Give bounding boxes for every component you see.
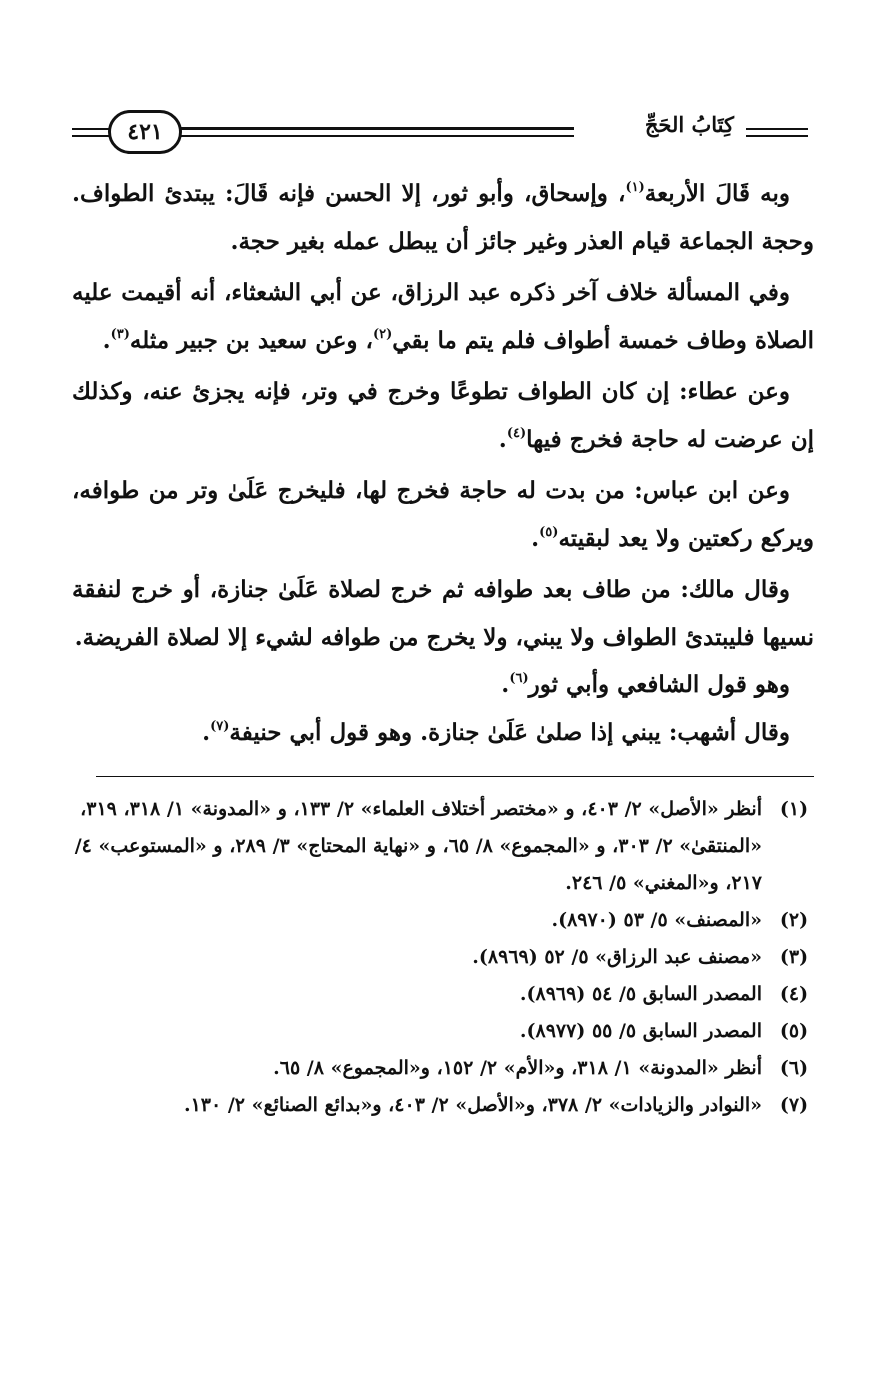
text: وعن ابن عباس: من بدت له حاجة فخرج لها، فليخرج عَلَىٰ وتر من طوافه، ويركع ركعتين ولا يعد لبقيته: [72, 477, 814, 552]
text: وبه قَالَ الأربعة: [644, 180, 791, 207]
footnote-text: أنظر «الأصل» ٢/ ٤٠٣، و «مختصر أختلاف العلماء» ٢/ ١٣٣، و «المدونة» ١/ ٣١٨، ٣١٩، «المنتقىٰ» ٢/ ٣٠٣، و «المجموع» ٨/ ٦٥، و «نهاية المحتاج» ٣/ ٢٨٩، و «المستوعب» ٤/ ٢١٧، و«المغني» ٥/ ٢٤٦.: [74, 798, 762, 894]
book-page: [72, 100, 814, 1124]
text: وقال مالك: من طاف بعد طوافه ثم خرج لصلاة عَلَىٰ جنازة، أو خرج لنفقة نسيها فليبتدئ الطواف ولا يبني، ولا يخرج من طوافه لشيء إلا لصلاة الفريضة.: [72, 576, 814, 651]
header-rule: [746, 128, 808, 130]
footnote-item: [72, 1087, 814, 1124]
page-header: [72, 100, 814, 164]
text: وقال أشهب: يبني إذا صلىٰ عَلَىٰ جنازة. وهو قول أبي حنيفة: [229, 718, 790, 746]
footnotes: [72, 791, 814, 1124]
footnote-number: (٧): [779, 1094, 809, 1116]
footnote-number: (٣): [779, 946, 809, 968]
footnote-number: (٢): [779, 909, 809, 931]
footnote-text: «النوادر والزيادات» ٢/ ٣٧٨، و«الأصل» ٢/ ٤٠٣، و«بدائع الصنائع» ٢/ ١٣٠.: [183, 1094, 762, 1116]
footnote-number: (٥): [779, 1020, 809, 1042]
header-rule: [164, 135, 574, 137]
footnote-item: [72, 1013, 814, 1050]
page-number: ٤٢١: [108, 110, 182, 154]
text: ، وعن سعيد بن جبير مثله: [129, 326, 373, 354]
footnote-text: المصدر السابق ٥/ ٥٥ (٨٩٧٧).: [519, 1020, 762, 1042]
footnote-item: [72, 902, 814, 939]
footnote-ref: (٢): [372, 326, 393, 342]
footnote-number: (٤): [779, 983, 809, 1005]
footnote-number: (٦): [779, 1057, 809, 1079]
header-rule: [72, 135, 110, 137]
text: وهو قول الشافعي وأبي ثور: [528, 671, 790, 698]
footnote-ref: (٤): [506, 425, 527, 441]
footnote-text: أنظر «المدونة» ١/ ٣١٨، و«الأم» ٢/ ١٥٢، و«المجموع» ٨/ ٦٥.: [273, 1057, 762, 1079]
text: .: [498, 425, 507, 453]
footnote-text: المصدر السابق ٥/ ٥٤ (٨٩٦٩).: [519, 983, 762, 1005]
text: وعن عطاء: إن كان الطواف تطوعًا وخرج في وتر، فإنه يجزئ عنه، وكذلك إن عرضت له حاجة فخرج فيها: [72, 378, 814, 453]
footnote-ref: (٧): [210, 718, 230, 734]
text: .: [501, 671, 510, 698]
paragraph: [72, 661, 814, 709]
main-text: [72, 170, 814, 756]
text: .: [531, 524, 540, 552]
paragraph: [72, 467, 814, 562]
footnote-text: «مصنف عبد الرزاق» ٥/ ٥٢ (٨٩٦٩).: [472, 946, 762, 968]
footnote-item: [72, 791, 814, 902]
footnote-text: «المصنف» ٥/ ٥٣ (٨٩٧٠).: [551, 909, 762, 931]
footnote-number: (١): [779, 798, 809, 820]
text: وفي المسألة خلاف آخر ذكره عبد الرزاق، عن أبي الشعثاء، أنه أقيمت عليه الصلاة وطاف خمسة أطواف فلم يتم ما بقي: [72, 279, 814, 354]
footnote-divider: [96, 776, 814, 777]
header-rule: [72, 128, 110, 130]
text: .: [102, 326, 111, 354]
footnote-ref: (٣): [110, 326, 130, 342]
text: ، وإسحاق، وأبو ثور، إلا الحسن فإنه قَالَ: يبتدئ الطواف. وحجة الجماعة قيام العذر وغير جائز أن يبطل عمله بغير حجة.: [72, 180, 814, 255]
paragraph: [72, 709, 814, 757]
paragraph: [72, 368, 814, 463]
paragraph: [72, 170, 814, 265]
footnote-item: [72, 976, 814, 1013]
paragraph: [72, 269, 814, 364]
header-rule: [746, 135, 808, 137]
paragraph: [72, 566, 814, 661]
footnote-item: [72, 1050, 814, 1087]
footnote-ref: (٥): [539, 524, 559, 540]
chapter-title: كِتَابُ الحَجِّ: [644, 112, 734, 137]
text: .: [202, 718, 211, 746]
footnote-item: [72, 939, 814, 976]
header-rule: [164, 127, 574, 130]
footnote-ref: (٦): [509, 671, 529, 686]
footnote-ref: (١): [625, 180, 645, 195]
